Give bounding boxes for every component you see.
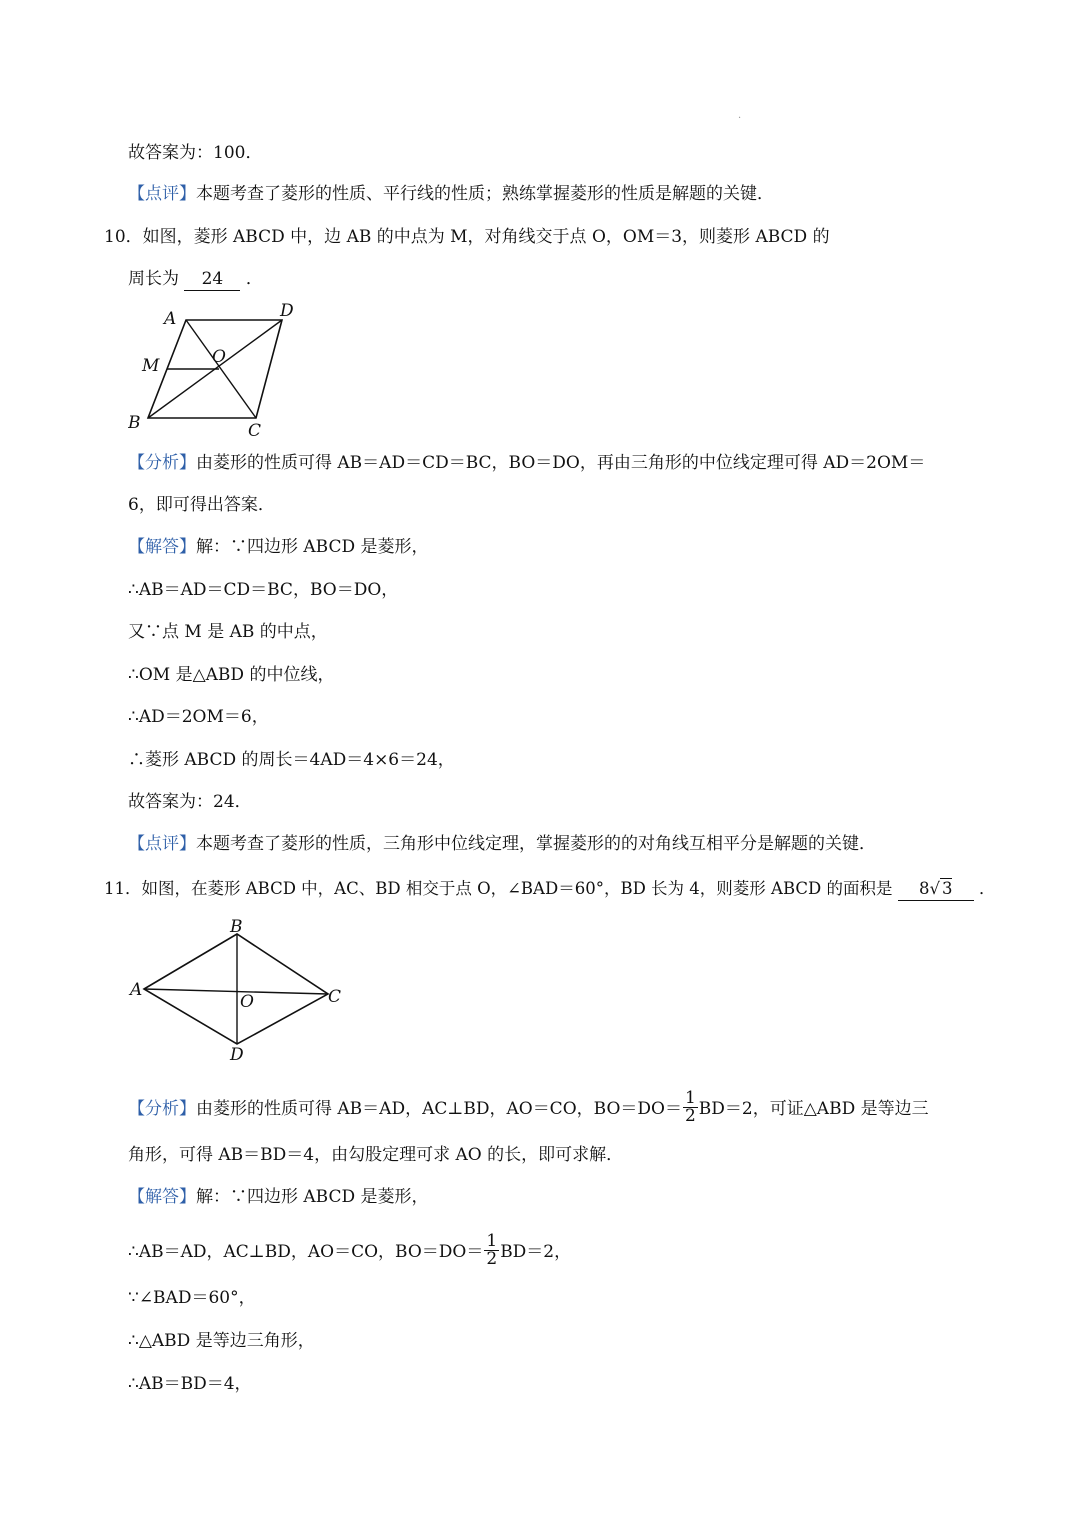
q11-stem-line bbox=[104, 878, 995, 901]
q11-analysis-line2: 角形，可得 AB＝BD＝4，由勾股定理可求 AO 的长，即可求解． bbox=[128, 1145, 624, 1165]
q10-label-b: B bbox=[128, 413, 141, 433]
comment-line-prev bbox=[128, 183, 774, 205]
q10-rhombus-figure bbox=[128, 298, 308, 444]
comment-text: 本题考查了菱形的性质、平行线的性质；熟练掌握菱形的性质是解题的关键． bbox=[196, 184, 774, 204]
fraction-numerator: 1 bbox=[684, 1088, 696, 1108]
q10-analysis-tag: 【分析】 bbox=[128, 453, 196, 473]
q10-solution-line4: ∴OM 是△ABD 的中位线， bbox=[128, 665, 335, 685]
answer-line-prev: 故答案为：100． bbox=[128, 143, 263, 163]
q11-analysis-fraction bbox=[683, 1090, 698, 1125]
q10-analysis-line2: 6，即可得出答案． bbox=[128, 495, 275, 515]
q11-analysis-tag: 【分析】 bbox=[128, 1099, 196, 1119]
q11-answer-blank bbox=[898, 878, 974, 901]
q10-label-o: O bbox=[212, 347, 226, 367]
fraction-denominator: 2 bbox=[486, 1249, 498, 1269]
q11-label-o: O bbox=[240, 992, 254, 1012]
q10-solution-text1: 解：∵四边形 ABCD 是菱形， bbox=[196, 537, 429, 557]
q11-stem-suffix: ． bbox=[978, 879, 996, 898]
q10-label-c: C bbox=[248, 421, 262, 441]
q11-label-c: C bbox=[328, 987, 342, 1007]
q11-solution-line3: ∵∠BAD＝60°， bbox=[128, 1288, 256, 1308]
q10-solution-line3: 又∵点 M 是 AB 的中点， bbox=[128, 622, 328, 642]
q10-analysis-line1 bbox=[128, 452, 925, 474]
q10-solution-line1 bbox=[128, 536, 429, 558]
q10-stem-prefix: 周长为 bbox=[128, 269, 179, 289]
q11-solution-line5: ∴AB＝BD＝4， bbox=[128, 1374, 252, 1394]
q10-solution-line5: ∴AD＝2OM＝6， bbox=[128, 707, 269, 727]
q11-answer-coef: 8 bbox=[918, 879, 930, 898]
q11-solution-text1: 解：∵四边形 ABCD 是菱形， bbox=[196, 1187, 429, 1207]
q10-solution-line7: 故答案为：24． bbox=[128, 792, 252, 812]
q10-stem-line2 bbox=[128, 268, 263, 291]
q11-label-b: B bbox=[230, 917, 243, 937]
q10-solution-line6: ∴菱形 ABCD 的周长＝4AD＝4×6＝24， bbox=[128, 750, 455, 770]
comment-tag: 【点评】 bbox=[128, 184, 196, 204]
q11-solution-line2 bbox=[128, 1231, 572, 1270]
q10-label-a: A bbox=[164, 309, 177, 329]
q11-solution-line4: ∴△ABD 是等边三角形， bbox=[128, 1331, 315, 1351]
q10-comment-text: 本题考查了菱形的性质，三角形中位线定理，掌握菱形的的对角线互相平分是解题的关键． bbox=[196, 834, 876, 854]
q11-solution-text2-post: BD＝2， bbox=[500, 1242, 572, 1262]
q10-comment-line bbox=[128, 833, 876, 855]
q11-label-d: D bbox=[230, 1045, 244, 1065]
fraction-numerator: 1 bbox=[486, 1231, 498, 1251]
q11-solution-line1 bbox=[128, 1186, 429, 1208]
q11-solution-fraction bbox=[484, 1233, 499, 1268]
q11-solution-text2: ∴AB＝AD，AC⊥BD，AO＝CO，BO＝DO＝ bbox=[128, 1242, 484, 1262]
q10-comment-tag: 【点评】 bbox=[128, 834, 196, 854]
q11-rhombus-figure bbox=[128, 914, 358, 1066]
q10-label-d: D bbox=[280, 301, 294, 321]
fraction-denominator: 2 bbox=[684, 1106, 696, 1126]
q10-analysis-text1: 由菱形的性质可得 AB＝AD＝CD＝BC，BO＝DO，再由三角形的中位线定理可得 AD＝2OM＝ bbox=[196, 453, 926, 473]
q11-solution-tag: 【解答】 bbox=[128, 1187, 196, 1207]
q10-stem-suffix: ． bbox=[245, 269, 263, 289]
corner-mark: · bbox=[738, 113, 742, 124]
q11-analysis-text1-post: BD＝2，可证△ABD 是等边三 bbox=[698, 1099, 929, 1119]
q11-answer-radicand: 3 bbox=[941, 879, 953, 898]
q10-solution-line2: ∴AB＝AD＝CD＝BC，BO＝DO， bbox=[128, 580, 399, 600]
q11-diagonal-ac bbox=[144, 989, 328, 994]
sqrt-sign-icon: √ bbox=[929, 879, 940, 898]
q11-analysis-line1 bbox=[128, 1088, 929, 1127]
q11-rhombus-outline bbox=[144, 934, 328, 1044]
q10-label-m: M bbox=[142, 356, 160, 376]
q10-solution-tag: 【解答】 bbox=[128, 537, 196, 557]
q11-stem-text: 11．如图，在菱形 ABCD 中，AC、BD 相交于点 O，∠BAD＝60°，BD 长为 4，则菱形 ABCD 的面积是 bbox=[104, 879, 893, 898]
q10-stem-line1: 10．如图，菱形 ABCD 中，边 AB 的中点为 M，对角线交于点 O，OM＝3，则菱形 ABCD 的 bbox=[104, 227, 830, 247]
q11-label-a: A bbox=[130, 980, 143, 1000]
q10-answer-blank: 24 bbox=[184, 268, 240, 291]
q11-analysis-text1: 由菱形的性质可得 AB＝AD，AC⊥BD，AO＝CO，BO＝DO＝ bbox=[196, 1099, 682, 1119]
